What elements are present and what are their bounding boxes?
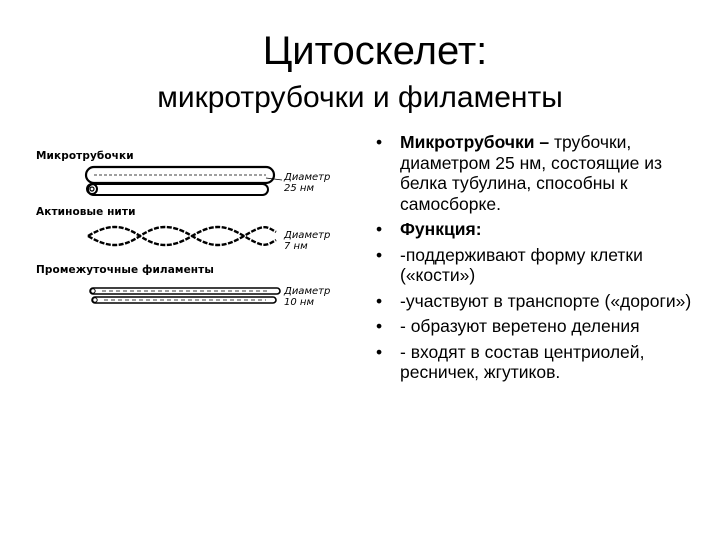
bullet-item — [368, 219, 713, 240]
bullet-bold-text: Микротрубочки – — [400, 132, 550, 152]
diameter-intermediate — [284, 286, 330, 308]
bullet-text: - входят в состав центриолей, ресничек, жгутиков. — [400, 341, 645, 382]
microtubule-drawing — [86, 167, 282, 195]
bullet-dot: • — [376, 316, 383, 336]
bullet-item — [368, 245, 713, 286]
bullet-dot: • — [376, 244, 383, 265]
bullet-text: -поддерживают форму клетки («кости») — [400, 244, 643, 285]
diameter-value: 25 нм — [284, 183, 314, 194]
label-actin-filaments: Актиновые нити — [36, 206, 136, 218]
diameter-actin — [284, 230, 330, 252]
bullet-dot: • — [376, 290, 383, 311]
diameter-word: Диаметр — [284, 286, 331, 297]
diameter-value: 7 нм — [284, 241, 308, 252]
bullet-dot: • — [376, 132, 383, 152]
bullet-dot: • — [376, 341, 383, 362]
label-intermediate-filaments: Промежуточные филаменты — [36, 264, 214, 276]
diameter-word: Диаметр — [284, 172, 331, 183]
bullet-dot: • — [376, 219, 383, 239]
diameter-microtubules — [284, 172, 330, 194]
bullet-list — [368, 132, 713, 388]
bullet-item — [368, 291, 713, 312]
bullet-item — [368, 342, 713, 383]
bullet-text: -участвуют в транспорте («дороги») — [400, 290, 692, 311]
bullet-text: трубочки, диаметром 25 нм, состоящие из белка тубулина, способны к самосборке. — [400, 132, 663, 214]
diameter-value: 10 нм — [284, 297, 314, 308]
bullet-item — [368, 132, 713, 214]
cytoskeleton-figure — [30, 140, 370, 320]
slide-subtitle: микротрубочки и филаменты — [157, 81, 563, 114]
intermediate-filament-drawing — [90, 288, 280, 303]
bullet-text: - образуют веретено деления — [400, 316, 640, 336]
diameter-word: Диаметр — [284, 230, 331, 241]
actin-drawing — [88, 227, 276, 245]
bullet-bold-text: Функция: — [400, 219, 482, 239]
slide-title: Цитоскелет: — [262, 29, 488, 73]
bullet-item — [368, 316, 713, 337]
label-microtubules: Микротрубочки — [36, 150, 134, 162]
